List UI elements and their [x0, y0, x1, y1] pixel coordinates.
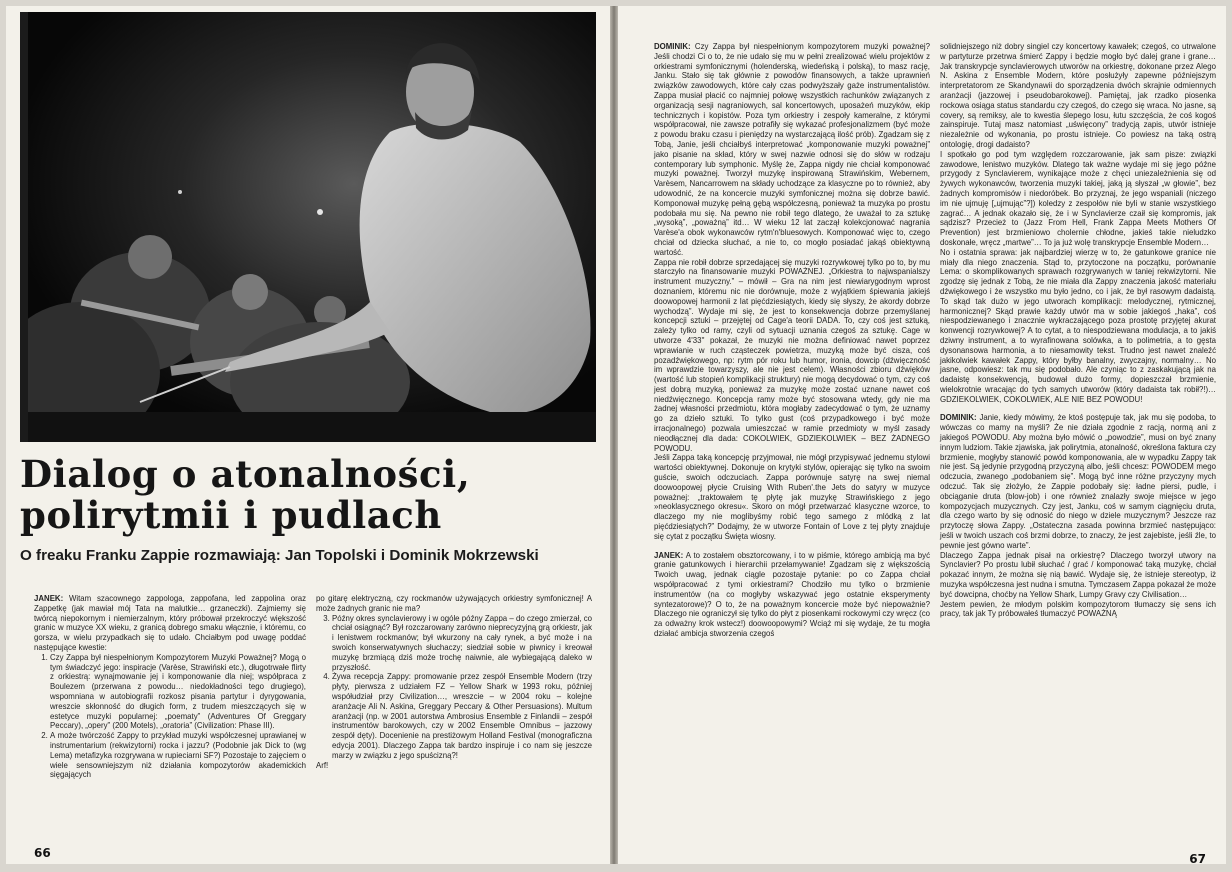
intro-paragraph: [34, 594, 306, 653]
dialog-paragraph: [940, 150, 1216, 248]
article-headline: [20, 454, 600, 536]
speaker-label: DOMINIK:: [654, 42, 691, 51]
paragraph-text: Czy Zappa był niespełnionym kompozytorem muzyki poważnej? Jeśli chodzi Ci o to, że nie udało się mu w pełni zrealizować wielu projektów z orkiestrami symfonicznymi (holenderską, wiedeńską i polską), to masz rację, Janku. Stało się tak głównie z powodów finansowych, a także uprawnień związków zawodowych, które cały czas podwyższały gaże instrumentalistów. Zappa musiał płacić co najmniej połowę wszystkich rachunków związanych z organizacją sesji nagraniowych, sal koncertowych, uposażeń muzyków, ekip technicznych i kopistów. Poza tym orkiestry i zespoły kameralne, z którymi współpracował, nie zawsze potrafiły się wykazać profesjonalizmem (być może z powodu braku czasu i pieniędzy na wystarczającą ilość prób). Zgadzam się z Tobą, Janie, jeśli chciałbyś interpretować „komponowanie muzyki poważnej” jako pisanie na skład, który w swej nazwie odnosi się do słów w rodzaju contemporary lub symphonic. Myślę że, Zappa nigdy nie chciał komponować muzyki poważnej. Tworzył muzykę inspirowaną Strawińskim, Webernem, Varèsem, Nancarrowem na składy uchodzące za klasyczne po to również, aby udowodnić, że na koncercie muzyki symfonicznej można się dobrze bawić. Komponował muzykę pełną gębą współczesną, ponieważ ta muzyka po prostu podobała mu się. Na pewno nie robił tego dlatego, że uważał to za sztukę „wysoką”, „poważną” itd… W wieku 12 lat zaczął kolekcjonować nagrania Varèse'a obok wykonawców rytm'n'bluesowych. Komponować więc to, czego chciał od dziecka słuchać, a nie to, co mogło posiadać jakąś obiektywną wartość.: [654, 42, 930, 257]
dialog-paragraph: [654, 258, 930, 454]
paragraph-text: No i ostatnia sprawa: jak najbardziej wierzę w to, że gatunkowe granice nie miały dla niego znaczenia. Stąd to, przytoczone na początku, porównanie Lema: o skomplikowanych sprawach rozgrywanych w taniej rekwizytorni. Nie zgodzę się jednak z Tobą, że nie miała dla Zappy znaczenia jakość materiału dźwiękowego i że wszystko mu było jedno, co i jak, że był rasowym dadaistą. To skąd tak dużo w jego utworach komplikacji: melodycznej, rytmicznej, harmonicznej? Skąd prawie każdy utwór ma w sobie jakiegoś „haka”, coś niespodziewanego i znacznie wykraczającego poza prostotę przyjętej akurat konwencji rozrywkowej? A to cytat, a to niespodziewana modulacja, a to jakiś dziwny instrument, a to wyrafinowana solówka, a to polimetria, a to gęsta dysonansowa harmonia, a to niesamowity tekst. Trudno jest nawet znaleźć jakikolwiek kawałek Zappy, który byłby banalny, zwyczajny, normalny… No jasne, odpowiesz: tak mu się podobało. Ale czyniąc to z zaskakującą jak na dadaistę konsekwencją, budował dużo formy, dopieszczał brzmienie, wielokrotnie wracając do tych samych utworów (który dadaista tak robił?!)… GDZIEKOLWIEK, COKOLWIEK, ALE NIE BEZ POWODU!: [940, 247, 1216, 404]
paragraph-text: I spotkało go pod tym względem rozczarowanie, jak sam pisze: związki zawodowe, lenistwo muzyków. Dlatego tak ważne wydaje mi się jego późne przygody z Synclavierem, wynikające może z chęci uniezależnienia się od żywych wykonawców, tworzenia muzyki takiej, jaką ją słyszał „w głowie”, bez żadnych kompromisów i niedoróbek. Bo przyznaj, że jego wspaniali (niczego im nie ujmuję [„ujmując”?]) koledzy z zespołów nie byli w stanie wszystkiego zagrać… A jednak okazało się, że i w Synclavierze czaił się kompromis, jak sądzisz? Przecież to (Jazz From Hell, Frank Zappa Meets Mothers Of Prevention) jest brzmieniowo cholernie chłodne, jakieś takie nieludzko doskonałe, wręcz „martwe”… To ja już wolę transkrypcje Ensemble Modern…: [940, 149, 1216, 247]
paragraph-text: Jeśli Zappa taką koncepcję przyjmował, nie mógł przypisywać jednemu stylowi wartości obiektywnej. Dokonuje on krytyki stylów, opierając się tylko na swoim guście, swoich odczuciach. Zappa porównuje satyrę na swej niemal doowoopowej płycie Cruising With Ruben'.the Jets do satyry w muzyce poważnej: „traktowałem tę płytę jak muzykę Strawińskiego z jego »neoklasycznego okresu«. Skoro on mógł przetwarzać klasyczne wzorce, to dlaczego my nie moglibyśmy robić tego samego z mlódką z lat pięćdziesiątych?” Dodajmy, że w utworze Fontain of Love z tej płyty znajduje się cytat z początku Święta wiosny.: [654, 453, 930, 541]
speaker-label: JANEK:: [34, 594, 64, 603]
question-item-1: 1. Czy Zappa był niespełnionym Kompozytorem Muzyki Poważnej? Mogą o tym świadczyć jego: inspiracje (Varèse, Strawiński etc.), długotrwałe flirty z orkiestrą: wynajmowanie jej i komponowanie dla niej; współpraca z Boulezem (przerwana z powodu… niedokładności tego drugiego), wspomniana w autobiografii rozkosz pisania partytur i dyrygowania, wreszcie skłonność do długich form, z trudem mieszczących się w estetyce muzyki popularnej: „poematy” (Adventures Of Greggary Peccary), „opery” (200 Motels), „oratoria” (Civilization: Phase III).: [50, 653, 306, 731]
question-list: [34, 653, 306, 780]
right-page: [618, 6, 1226, 864]
dialog-paragraph: [940, 248, 1216, 405]
right-column-1: [654, 42, 930, 639]
paragraph-text: solidniejszego niż dobry singiel czy koncertowy kawałek; czegoś, co utrwalone w partyturze przetrwa śmierć Zappy i będzie mogło być dalej grane i grane… Jak transkrypcje synclavierowych utworów na orkiestrę, dokonane przez Alego N. Askina z Ensemble Modern, które posłużyły zapewne późniejszym interpretatorom ze Skandynawii do sporządzenia dwóch skrajnie odmiennych aranżacji (jazzowej i pseudobarokowej). Pamiętaj, jak rzadko piosenka rockowa osiąga status standardu czy czegoś, do czego się wraca. No jasne, są covery, są remiksy, ale to kwestia ślepego losu, łutu szczęścia, że coś kogoś zainspiruje. Tutaj masz natomiast „uświęcony” tradycją zapis, utwór istnieje niezależnie od wykonania, po prostu istnieje. Co powiesz na taką ostrą ontologię, drogi dadaisto?: [940, 42, 1216, 149]
dialog-paragraph: [940, 413, 1216, 550]
question-list-continued: [316, 614, 592, 761]
dialog-paragraph: [940, 551, 1216, 600]
left-column-2: [316, 594, 592, 770]
page-number-right: 67: [1189, 852, 1206, 864]
book-gutter: [610, 6, 618, 864]
headline-line-2: polirytmii i pudlach: [20, 493, 442, 537]
right-column-2: [940, 42, 1216, 619]
paragraph-text: A to zostałem obsztorcowany, i to w piśmie, którego ambicją ma być granie gatunkowych i hierarchii przełamywanie! Zgadzam się z większością Twoich uwag, jednak ciągle pozostaje pytanie: po co Zappa chciał współpracować z tymi orkiestrami? Chodziło mu tylko o brzmienie instrumentów (na co mogłyby wskazywać jego ostatnie eksperymenty syntezatorowe)? O to, że na poważnym koncercie może być niepoważnie? Dlaczego nie ograniczył się tylko do płyt z piosenkami rockowymi czy wręcz (co za odważny krok wstecz!) doowoopowymi? Wciąż mi się wydaje, że tu mogła działać ambicja stworzenia czegoś: [654, 550, 930, 639]
dialog-paragraph: [654, 42, 930, 258]
question-item-2: 2. A może twórczość Zappy to przykład muzyki współczesnej uprawianej w instrumentarium (rekwizytorni) rocka i jazzu? (Podobnie jak Dick to (wg Lema) metafizyka rozgrywana w rupieciarni SF?) Pozostaje to zajęciem o wiele sensowniejszym niż działania kompozytorów akademickich sięgających: [50, 731, 306, 780]
speaker-label: DOMINIK:: [940, 413, 977, 423]
continuation-paragraph: po gitarę elektryczną, czy rockmanów używających orkiestry symfonicznej! A może żadnych granic nie ma?: [316, 594, 592, 613]
left-column-1: [34, 594, 306, 780]
article-subtitle: O freaku Franku Zappie rozmawiają: Jan Topolski i Dominik Mokrzewski: [20, 547, 539, 564]
concert-photo: [20, 12, 596, 442]
paragraph-text: Zappa nie robił dobrze sprzedającej się muzyki rozrywkowej tylko po to, by mu starczyło na finansowanie muzyki POWAŻNEJ. „Orkiestra to najwspanialszy instrument muzyczny.” – mówił – Gra na nim jest niewiarygodnym wprost doznaniem, któremu nic nie dorównuje, może z wyjątkiem śpiewania jakiejś doowopowej harmonii z lat pięćdziesiątych, kiedy się słyszy, że akordy dobrze wychodzą”. Wydaje mi się, że jest to konsekwencja dobrze przemyślanej koncepcji sztuki – przejętej od Cage'a teorii DADA. To, czy coś jest sztuką, zależy tylko od ramy, czyli od sytuacji uznania czegoś za sztukę. Cage w utworze 4'33'' pokazał, że muzyki nie można definiować nawet poprzez wprawianie w ruch cząsteczek powietrza, muzyką może być cisza, coś pozadźwiękowego, np: rytm pór roku lub humor, ironia, dowcip (dźwięczność im wprawdzie towarzyszy, ale nie jest celem). Własności zbioru dźwięków (wartość lub stopień komplikacji struktury) nie mogą decydować o tym, czy coś jest dobrą muzyką, ponieważ za muzykę może zostać uznane nawet coś niedźwięcznego. Koncepcja ramy może być stosowana wtedy, gdy nie ma żadnej własności przedmiotu, która mogłaby zadecydować o tym, że uznamy go za dzieło sztuki. To tylko gust (coś przypadkowego i być może irracjonalnego) pozwala umieszczać w ramie przedmioty w myśl zasady nieodłącznej dla dada: COKOLWIEK, GDZIEKOLWIEK – BEZ ŻADNEGO POWODU.: [654, 257, 930, 453]
dialog-paragraph: [654, 551, 930, 639]
page-number-left: 66: [34, 846, 51, 860]
paragraph-text: Jestem pewien, że młodym polskim kompozytorom tłumaczy się sens ich pracy, tak jak Ty próbowałeś tłumaczyć POWAŻNĄ: [940, 599, 1216, 619]
headline-line-1: Dialog o atonalności,: [20, 452, 471, 496]
left-page: [6, 6, 610, 864]
paragraph-text: Dlaczego Zappa jednak pisał na orkiestrę? Dlaczego tworzył utwory na Synclavier? Po prostu lubił słuchać / grać / komponować taką muzykę, chciał pokazać innym, że można się nią bawić. Wydaje się, że istnieje stereotyp, iż muzyka współczesna jest nudna i smutna. Tymczasem Zappa pokazał że może być dowcipna, choćby na Yellow Shark, Lumpy Gravy czy Civilisation…: [940, 550, 1216, 599]
speaker-label: JANEK:: [654, 550, 684, 560]
dialog-paragraph: [940, 600, 1216, 620]
intro-text: Witam szacownego zappologa, zappofana, led zappolina oraz Zappetkę (jak mawiał mój Tata na malutkie… grzaneczki). Zajmiemy się twórcą niepokornym i niemierzalnym, który próbował przekroczyć większość granic w muzyce XX wieku, z granicą dobrego smaku włącznie, i któremu, co gorsza, w wielu przypadkach się to udało. Chciałbym pod uwagę poddać następujące kwestie:: [34, 594, 306, 652]
question-item-4: 4. Żywa recepcja Zappy: promowanie przez zespół Ensemble Modern (trzy płyty, pierwsza z udziałem FZ – Yellow Shark w 1993 roku, później współudział przy Civilization…, wreszcie – w 2004 roku – kolejne aranżacje Ali N. Askina, Greggary Peccary & Other Persuasions). Multum aranżacji (np. w 2001 autorstwa Ambrosius Ensemble z Finlandii – zespół instrumentów barokowych, czy w 2002 Ensemble Omnibus – jazzowy zespół dęty). Docenienie na prestiżowym Holland Festival (monograficzna edycja 2001). Dlaczego Zappa tak bardzo inspiruje i co nam się jeszcze marzy w związku z jego spuścizną?!: [332, 672, 592, 760]
question-item-3: 3. Późny okres synclavierowy i w ogóle późny Zappa – do czego zmierzał, co chciał osiągnąć? Był rozczarowany zarówno nieprecyzyjną grą orkiestr, jak i lenistwem rockmanów; był wkurzony na cały rynek, a być może i na swoich konserwatywnych słuchaczy; siedział sobie w piwnicy i kreował muzykę brzmiącą dziś może trochę naiwnie, ale wybiegającą daleko w przyszłość.: [332, 614, 592, 673]
conductor-photo-illustration: [20, 12, 596, 442]
dialog-paragraph: [940, 42, 1216, 150]
closing-word: Arf!: [316, 760, 329, 770]
dialog-paragraph: [654, 453, 930, 541]
photo-edge: [20, 12, 28, 442]
paragraph-text: Janie, kiedy mówimy, że ktoś postępuje tak, jak mu się podoba, to wówczas co mamy na myśli? Że nie działa zgodnie z racją, normą ani z jakiegoś POWODU. Aby można było mówić o „powodzie”, musi on być znany innym ludziom. Takie zjawiska, jak polirytmia, atonalność, określona faktura czy brzmienie, mogłyby stanowić powód komponowania, ale w wypadku Zappy tak nie jest. Są jedynie przygodną przyczyną albo, jeśli chcesz: POWODEM mego odczucia, zwanego „podobaniem się”. Mogą być inne różne przyczyny mych odczuć. Tak się złożyło, że Zappie podobały się: ładne piersi, pudle, i obciąganie druta (blow-job) i one również znalazły swoje miejsce w jego kompozycjach muzycznych. Czy jest, Janku, coś w samym ciągnięciu druta, dla czego warto by się odnosić do niego w dziele muzycznym? Jeszcze raz przytoczę słowa Zappy. „Ostateczna zasada powinna brzmieć następująco: jeśli w twoich uszach coś brzmi dobrze, to znaczy, że jest zajebiste, jeśli źle, to pewnie jest gówno warte”.: [940, 413, 1216, 550]
